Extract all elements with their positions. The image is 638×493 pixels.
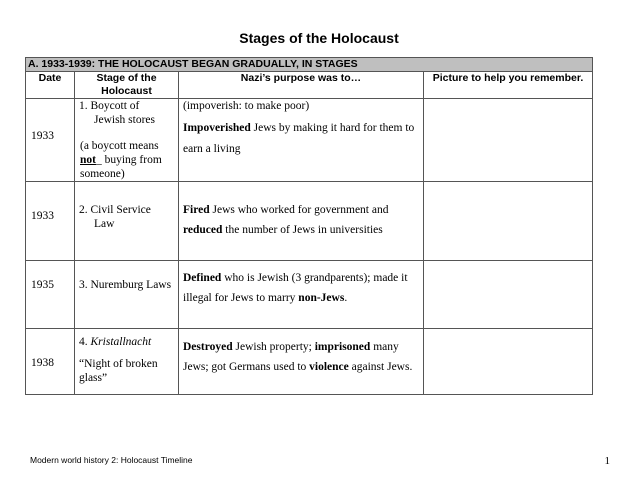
purpose-text bbox=[183, 261, 420, 308]
purpose-cell bbox=[179, 182, 424, 261]
picture-cell[interactable] bbox=[424, 182, 593, 261]
column-header-picture: Picture to help you remember. bbox=[424, 72, 593, 99]
date-value: 1933 bbox=[31, 210, 54, 222]
stage-label-line1: 1. Boycott of bbox=[79, 100, 140, 112]
date-cell bbox=[26, 99, 75, 182]
purpose-rest: who is Jewish (3 grandparents); made it bbox=[221, 272, 408, 284]
purpose-end: . bbox=[344, 292, 348, 304]
picture-cell[interactable] bbox=[424, 261, 593, 329]
stage-label bbox=[79, 329, 175, 349]
boycott-definition bbox=[79, 127, 175, 181]
purpose-bold: violence bbox=[309, 361, 349, 373]
purpose-end: against Jews. bbox=[348, 361, 413, 373]
purpose-rest: many bbox=[370, 341, 399, 353]
stage-cell bbox=[75, 182, 179, 261]
stage-name: Kristallnacht bbox=[90, 336, 152, 348]
table-row bbox=[26, 99, 593, 182]
purpose-bold: imprisoned bbox=[314, 341, 371, 353]
purpose-text bbox=[183, 113, 420, 160]
purpose-bold: Impoverished bbox=[183, 122, 251, 134]
page-number: 1 bbox=[604, 455, 610, 467]
date-cell bbox=[26, 182, 75, 261]
stage-label: 3. Nuremburg Laws bbox=[79, 279, 172, 291]
purpose-rest: illegal for Jews to marry bbox=[183, 292, 299, 304]
stage-cell bbox=[75, 261, 179, 329]
purpose-rest: Jews by making it hard for them to earn a living bbox=[183, 122, 415, 155]
purpose-mid: Jewish property; bbox=[232, 341, 315, 353]
table-row bbox=[26, 182, 593, 261]
purpose-rest: Jews; got Germans used to bbox=[183, 361, 310, 373]
definition-text-c: _ buying from someone) bbox=[80, 154, 162, 180]
stage-label-line2: Law bbox=[94, 218, 115, 230]
date-value: 1938 bbox=[31, 357, 54, 369]
stage-cell bbox=[75, 329, 179, 395]
purpose-bold: reduced bbox=[183, 224, 223, 236]
column-header-date: Date bbox=[26, 72, 75, 99]
picture-cell[interactable] bbox=[424, 329, 593, 395]
date-value: 1935 bbox=[31, 279, 54, 291]
footer-course-label: Modern world history 2: Holocaust Timeline bbox=[30, 455, 193, 465]
column-header-stage: Stage of the Holocaust bbox=[75, 72, 179, 99]
stage-label-line2: Jewish stores bbox=[94, 114, 156, 126]
date-cell bbox=[26, 261, 75, 329]
purpose-rest: Jews who worked for government and bbox=[209, 204, 389, 216]
table-row bbox=[26, 261, 593, 329]
purpose-bold: non-Jews bbox=[298, 292, 345, 304]
purpose-cell bbox=[179, 99, 424, 182]
page-title: Stages of the Holocaust bbox=[239, 30, 399, 46]
date-cell bbox=[26, 329, 75, 395]
definition-emphasis: not bbox=[80, 154, 96, 166]
purpose-cell bbox=[179, 261, 424, 329]
holocaust-stages-table bbox=[25, 57, 593, 395]
section-header: A. 1933-1939: THE HOLOCAUST BEGAN GRADUALLY, IN STAGES bbox=[26, 58, 593, 72]
stage-cell bbox=[75, 99, 179, 182]
definition-text-a: (a boycott means bbox=[80, 140, 159, 152]
date-value: 1933 bbox=[31, 130, 54, 142]
column-header-purpose: Nazi’s purpose was to… bbox=[179, 72, 424, 99]
purpose-intro: (impoverish: to make poor) bbox=[183, 100, 310, 112]
purpose-text bbox=[183, 329, 420, 377]
stage-quote: “Night of broken glass” bbox=[79, 358, 158, 384]
purpose-bold: Defined bbox=[183, 272, 222, 284]
purpose-bold: Fired bbox=[183, 204, 210, 216]
purpose-bold: Destroyed bbox=[183, 341, 233, 353]
picture-cell[interactable] bbox=[424, 99, 593, 182]
table-row bbox=[26, 329, 593, 395]
purpose-rest: the number of Jews in universities bbox=[222, 224, 383, 236]
stage-number: 4. bbox=[79, 336, 91, 348]
stage-label-line1: 2. Civil Service bbox=[79, 204, 151, 216]
purpose-text bbox=[183, 182, 420, 240]
purpose-cell bbox=[179, 329, 424, 395]
